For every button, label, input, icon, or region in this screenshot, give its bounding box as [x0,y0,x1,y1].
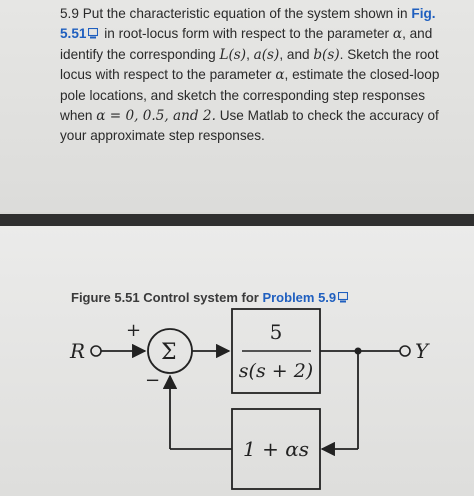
b-of-s: b(s) [313,46,340,63]
problem-intro: Put the characteristic equation of the system shown in [82,6,408,21]
problem-line-d-post: , estimate the closed-loop [284,67,440,83]
problem-line-e: pole locations, and sketch the corresponding step responses when [60,87,425,124]
a-of-s: a(s) [253,46,280,63]
output-node [400,346,410,356]
caption-text: Figure 5.51 Control system for [71,290,259,305]
plant-denominator: s(s + 2) [238,360,314,382]
alpha-values: α = 0, 0.5, and 2. [96,108,216,125]
problem-line-b: in root-locus form with respect to the parameter [104,26,390,42]
input-label: R [70,339,86,363]
figure-panel [0,226,474,496]
comma-1: , [246,46,250,62]
feedback-expression: 1 + αs [243,437,309,461]
input-node [91,346,101,356]
problem-link[interactable]: Problem 5.9 [262,290,337,305]
plant-numerator: 5 [269,320,283,344]
problem-line-c-post: . Sketch the root [339,46,439,62]
output-label: Y [415,339,429,363]
block-diagram [0,226,474,496]
and-word: , and [402,26,433,42]
section-divider [0,214,474,226]
alpha-symbol: α [392,26,403,43]
problem-statement [0,0,474,212]
problem-number: 5.9 [60,6,79,21]
figure-link[interactable]: Fig. 5.51 [60,6,436,42]
alpha-symbol-2: α [275,67,285,84]
problem-line-c: identify the corresponding [60,46,216,62]
problem-text [60,4,460,147]
problem-line-g: approximate step responses. [90,128,265,144]
minus-sign: − [145,370,161,391]
problem-line-f: Use Matlab to check the accuracy of your [60,108,439,144]
and-sep: , and [279,46,310,62]
plus-sign: + [126,320,142,341]
L-of-s: L(s) [219,46,247,63]
copy-icon[interactable] [88,28,98,39]
problem-line-d: locus with respect to the parameter [60,67,272,83]
sum-symbol: Σ [161,340,177,365]
